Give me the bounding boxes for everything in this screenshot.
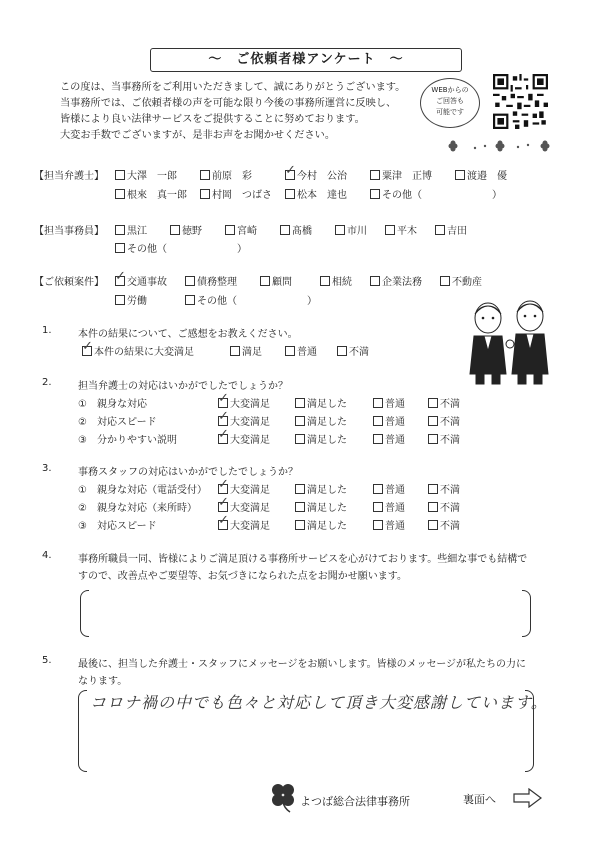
case-option-4[interactable] — [370, 273, 422, 288]
staff-option-2-label: 宮崎 — [237, 226, 257, 237]
clover-decoration-icon — [445, 138, 560, 156]
q2-item-1-label: ② 対応スピード — [78, 417, 157, 428]
case-option-0-checkbox[interactable] — [115, 276, 125, 286]
q2-number: 2. — [42, 377, 52, 388]
q2-item-1-choice-1[interactable] — [295, 413, 347, 428]
q1-option-1-checkbox[interactable] — [230, 346, 240, 356]
case-option-1-label: 債務整理 — [197, 277, 237, 288]
q3-item-2-choice-3-label: 不満 — [440, 521, 460, 532]
q2-item-0-choice-2-label: 普通 — [385, 399, 405, 410]
q1-option-2-label: 普通 — [297, 347, 317, 358]
q2-item-0-choice-2-checkbox[interactable] — [373, 398, 383, 408]
lawyer-option-2-checkbox[interactable] — [285, 170, 295, 180]
page-title: ～ ご依頼者様アンケート ～ — [150, 48, 462, 72]
q2-item-1-choice-1-checkbox[interactable] — [295, 416, 305, 426]
staff-option-1-label: 徳野 — [182, 226, 202, 237]
q3-item-2-choice-0-checkbox[interactable] — [218, 520, 228, 530]
q2-item-1-choice-3-label: 不満 — [440, 417, 460, 428]
staff-label: 【担当事務員】 — [34, 226, 104, 237]
q2-item-0-label: ① 親身な対応 — [78, 399, 147, 410]
q2-item-2-choice-0[interactable] — [218, 431, 270, 446]
staff-option-4-checkbox[interactable] — [335, 225, 345, 235]
q2-item-0-choice-3-checkbox[interactable] — [428, 398, 438, 408]
lawyer-option-4-label: 渡邉 優 — [467, 171, 507, 182]
q1-option-0[interactable] — [82, 343, 194, 358]
case-option-2-label: 顧問 — [272, 277, 292, 288]
case-option-0[interactable] — [115, 273, 167, 288]
q2-item-1-choice-3[interactable] — [428, 413, 460, 428]
case-option-1-checkbox[interactable] — [185, 276, 195, 286]
q3-question: 事務スタッフの対応はいかがでしたでしょうか？ — [78, 467, 298, 478]
lawyer-option-0-label: 大澤 一郎 — [127, 171, 177, 182]
q4-answer-bracket-left — [80, 590, 89, 637]
q2-item-2-choice-2-checkbox[interactable] — [373, 434, 383, 444]
q2-item-2-choice-3-checkbox[interactable] — [428, 434, 438, 444]
q2-item-0-choice-3-label: 不満 — [440, 399, 460, 410]
case-option-4-checkbox[interactable] — [370, 276, 380, 286]
staff-option-0-label: 黒江 — [127, 226, 147, 237]
q5-number: 5. — [42, 655, 52, 666]
staff-option-3-label: 髙橋 — [292, 226, 312, 237]
q2-item-2-choice-1-label: 満足した — [307, 435, 347, 446]
q2-item-2-choice-2-label: 普通 — [385, 435, 405, 446]
q2-item-2-choice-2[interactable] — [373, 431, 405, 446]
q2-item-0-choice-0-label: 大変満足 — [230, 399, 270, 410]
q2-item-0-choice-1[interactable] — [295, 395, 347, 410]
q4-answer-field[interactable] — [92, 590, 518, 637]
lawyer-option-7[interactable] — [285, 186, 347, 201]
staff-option-0[interactable] — [115, 222, 147, 237]
q3-item-0-choice-3-checkbox[interactable] — [428, 484, 438, 494]
q2-item-1-choice-0-checkbox[interactable] — [218, 416, 228, 426]
case-option-1[interactable] — [185, 273, 237, 288]
intro-text: この度は、当事務所をご利用いただきまして、誠にありがとうございます。 当事務所では、ご依頼者様の声を可能な限り今後の事務所運営に反映し、 皆様により良い法律サービスをご提供することに努めております。 大変お手数でございますが、是非お声をお聞かせください。 — [60, 82, 406, 141]
lawyer-option-3-label: 粟津 正博 — [382, 171, 432, 182]
q3-item-2-choice-0[interactable] — [218, 517, 270, 532]
staff-option-1-checkbox[interactable] — [170, 225, 180, 235]
staff-option-5-checkbox[interactable] — [385, 225, 395, 235]
lawyer-option-1-checkbox[interactable] — [200, 170, 210, 180]
web-answer-bubble: WEBからの ご回答も 可能です — [420, 78, 480, 128]
q3-item-0-choice-2[interactable] — [373, 481, 405, 496]
q5-answer-bracket-left — [78, 690, 87, 772]
staff-option-3[interactable] — [280, 222, 312, 237]
lawyer-option-4[interactable] — [455, 167, 507, 182]
q2-item-1-choice-0[interactable] — [218, 413, 270, 428]
q3-item-1-choice-2-checkbox[interactable] — [373, 502, 383, 512]
staff-option-5[interactable] — [385, 222, 417, 237]
staff-option-2-checkbox[interactable] — [225, 225, 235, 235]
q2-item-2-choice-3[interactable] — [428, 431, 460, 446]
q3-item-1-choice-2-label: 普通 — [385, 503, 405, 514]
staff-option-3-checkbox[interactable] — [280, 225, 290, 235]
q3-item-0-choice-1-label: 満足した — [307, 485, 347, 496]
staff-option-6-label: 吉田 — [447, 226, 467, 237]
lawyers-label: 【担当弁護士】 — [34, 171, 104, 182]
lawyer-option-5-checkbox[interactable] — [115, 189, 125, 199]
lawyer-option-5-label: 根來 真一郎 — [127, 190, 187, 201]
case-option-3-checkbox[interactable] — [320, 276, 330, 286]
q3-item-1-choice-0[interactable] — [218, 499, 270, 514]
q2-item-0-choice-0-checkbox[interactable] — [218, 398, 228, 408]
lawyer-option-7-checkbox[interactable] — [285, 189, 295, 199]
staff-option-0-checkbox[interactable] — [115, 225, 125, 235]
q3-item-1-choice-3[interactable] — [428, 499, 460, 514]
lawyer-option-4-checkbox[interactable] — [455, 170, 465, 180]
q2-item-0-choice-1-checkbox[interactable] — [295, 398, 305, 408]
q2-item-2-choice-1-checkbox[interactable] — [295, 434, 305, 444]
q3-item-2-choice-2[interactable] — [373, 517, 405, 532]
staff-option-1[interactable] — [170, 222, 202, 237]
q3-item-0-choice-0[interactable] — [218, 481, 270, 496]
lawyer-option-7-label: 松本 達也 — [297, 190, 347, 201]
q3-item-1-label: ② 親身な対応（来所時） — [78, 503, 197, 514]
case-option-6[interactable] — [115, 292, 147, 307]
lawyer-option-6[interactable] — [200, 186, 272, 201]
q3-item-2-choice-3-checkbox[interactable] — [428, 520, 438, 530]
q2-item-0-choice-1-label: 満足した — [307, 399, 347, 410]
q3-item-0-choice-2-checkbox[interactable] — [373, 484, 383, 494]
q3-item-1-choice-0-checkbox[interactable] — [218, 502, 228, 512]
staff-option-7-label: その他（ ） — [127, 244, 247, 255]
q1-option-2-checkbox[interactable] — [285, 346, 295, 356]
q2-item-2-choice-3-label: 不満 — [440, 435, 460, 446]
next-page-label[interactable]: 裏面へ — [463, 793, 496, 806]
clover-logo-icon — [268, 780, 298, 814]
q3-item-2-choice-1[interactable] — [295, 517, 347, 532]
staff-option-7-checkbox[interactable] — [115, 243, 125, 253]
q2-item-1-choice-0-label: 大変満足 — [230, 417, 270, 428]
q3-item-2-choice-2-label: 普通 — [385, 521, 405, 532]
arrow-right-icon[interactable] — [513, 788, 543, 808]
lawyer-option-0[interactable] — [115, 167, 177, 182]
q5-line-2: なります。 — [78, 676, 128, 687]
q4-answer-bracket-right — [522, 590, 531, 637]
lawyers-illustration — [460, 296, 560, 386]
q3-item-0-choice-3[interactable] — [428, 481, 460, 496]
q3-item-1-choice-1[interactable] — [295, 499, 347, 514]
office-name: よつば総合法律事務所 — [300, 795, 410, 808]
q3-item-2-choice-1-label: 満足した — [307, 521, 347, 532]
q2-item-1-choice-2[interactable] — [373, 413, 405, 428]
lawyer-option-8-label: その他（ ） — [382, 190, 502, 201]
q3-item-2-choice-3[interactable] — [428, 517, 460, 532]
q3-item-1-choice-0-label: 大変満足 — [230, 503, 270, 514]
q1-option-1-label: 満足 — [242, 347, 262, 358]
q1-option-1[interactable] — [230, 343, 262, 358]
staff-option-4[interactable] — [335, 222, 367, 237]
q3-item-0-choice-2-label: 普通 — [385, 485, 405, 496]
lawyer-option-5[interactable] — [115, 186, 187, 201]
lawyer-option-2-label: 今村 公治 — [297, 171, 347, 182]
q3-item-0-choice-1-checkbox[interactable] — [295, 484, 305, 494]
q3-item-1-choice-3-label: 不満 — [440, 503, 460, 514]
lawyer-option-6-label: 村岡 つばさ — [212, 190, 272, 201]
q1-option-3-checkbox[interactable] — [337, 346, 347, 356]
q2-question: 担当弁護士の対応はいかがでしたでしょうか？ — [78, 381, 288, 392]
q3-item-1-choice-1-label: 満足した — [307, 503, 347, 514]
lawyer-option-3[interactable] — [370, 167, 432, 182]
q2-item-0-choice-3[interactable] — [428, 395, 460, 410]
q3-number: 3. — [42, 463, 52, 474]
case-option-6-checkbox[interactable] — [115, 295, 125, 305]
staff-option-2[interactable] — [225, 222, 257, 237]
q1-option-0-checkbox[interactable] — [82, 346, 92, 356]
q4-line-1: 事務所職員一同、皆様によりご満足頂ける事務所サービスを心がけております。些細な事でも結構で — [78, 554, 528, 565]
qr-code-icon[interactable] — [493, 74, 548, 129]
staff-option-5-label: 平木 — [397, 226, 417, 237]
case-option-2[interactable] — [260, 273, 292, 288]
staff-option-6-checkbox[interactable] — [435, 225, 445, 235]
case-option-3[interactable] — [320, 273, 352, 288]
q1-option-2[interactable] — [285, 343, 317, 358]
case-option-0-label: 交通事故 — [127, 277, 167, 288]
q2-item-1-choice-3-checkbox[interactable] — [428, 416, 438, 426]
case-option-7-checkbox[interactable] — [185, 295, 195, 305]
q3-item-0-label: ① 親身な対応（電話受付） — [78, 485, 207, 496]
q4-number: 4. — [42, 550, 52, 561]
q2-item-2-label: ③ 分かりやすい説明 — [78, 435, 177, 446]
q2-item-2-choice-0-label: 大変満足 — [230, 435, 270, 446]
q1-question: 本件の結果について、ご感想をお教えください。 — [78, 329, 298, 340]
q1-option-3-label: 不満 — [349, 347, 369, 358]
lawyer-option-8-checkbox[interactable] — [370, 189, 380, 199]
q1-option-0-label: 本件の結果に大変満足 — [94, 347, 194, 358]
staff-option-4-label: 市川 — [347, 226, 367, 237]
lawyer-option-1-label: 前原 彩 — [212, 171, 252, 182]
q3-item-2-choice-1-checkbox[interactable] — [295, 520, 305, 530]
case-option-7[interactable] — [185, 292, 317, 307]
lawyer-option-3-checkbox[interactable] — [370, 170, 380, 180]
q1-number: 1. — [42, 325, 52, 336]
staff-option-6[interactable] — [435, 222, 467, 237]
q2-item-2-choice-0-checkbox[interactable] — [218, 434, 228, 444]
case-option-7-label: その他（ ） — [197, 296, 317, 307]
q3-item-1-choice-2[interactable] — [373, 499, 405, 514]
q3-item-0-choice-0-label: 大変満足 — [230, 485, 270, 496]
q3-item-2-label: ③ 対応スピード — [78, 521, 157, 532]
q1-option-3[interactable] — [337, 343, 369, 358]
q2-item-1-choice-1-label: 満足した — [307, 417, 347, 428]
lawyer-option-6-checkbox[interactable] — [200, 189, 210, 199]
q5-line-1: 最後に、担当した弁護士・スタッフにメッセージをお願いします。皆様のメッセージが私たちの力に — [78, 659, 526, 670]
case-option-6-label: 労働 — [127, 296, 147, 307]
q2-item-2-choice-1[interactable] — [295, 431, 347, 446]
case-option-5-label: 不動産 — [452, 277, 482, 288]
q3-item-1-choice-1-checkbox[interactable] — [295, 502, 305, 512]
case-option-2-checkbox[interactable] — [260, 276, 270, 286]
q2-item-0-choice-2[interactable] — [373, 395, 405, 410]
q5-answer-field[interactable]: コロナ禍の中でも色々と対応して頂き大変感謝しています。 — [90, 693, 548, 712]
q3-item-2-choice-0-label: 大変満足 — [230, 521, 270, 532]
q3-item-1-choice-3-checkbox[interactable] — [428, 502, 438, 512]
q4-line-2: すので、改善点やご要望等、お気づきになられた点をお聞かせ願います。 — [78, 571, 407, 582]
q3-item-0-choice-3-label: 不満 — [440, 485, 460, 496]
case-option-3-label: 相続 — [332, 277, 352, 288]
case-option-5-checkbox[interactable] — [440, 276, 450, 286]
case-option-5[interactable] — [440, 273, 482, 288]
q2-item-1-choice-2-label: 普通 — [385, 417, 405, 428]
lawyer-option-2[interactable] — [285, 167, 347, 182]
q3-item-0-choice-1[interactable] — [295, 481, 347, 496]
q2-item-1-choice-2-checkbox[interactable] — [373, 416, 383, 426]
q3-item-2-choice-2-checkbox[interactable] — [373, 520, 383, 530]
lawyer-option-8[interactable] — [370, 186, 502, 201]
q3-item-0-choice-0-checkbox[interactable] — [218, 484, 228, 494]
lawyer-option-0-checkbox[interactable] — [115, 170, 125, 180]
case-option-4-label: 企業法務 — [382, 277, 422, 288]
cases-label: 【ご依頼案件】 — [34, 277, 104, 288]
lawyer-option-1[interactable] — [200, 167, 252, 182]
staff-option-7[interactable] — [115, 240, 247, 255]
q2-item-0-choice-0[interactable] — [218, 395, 270, 410]
